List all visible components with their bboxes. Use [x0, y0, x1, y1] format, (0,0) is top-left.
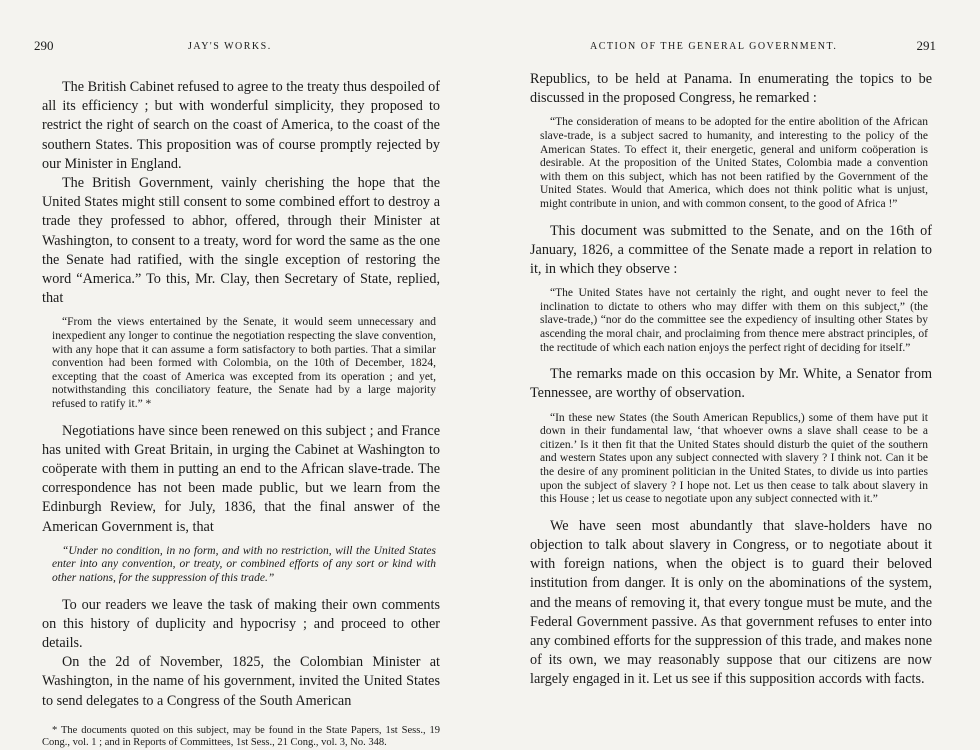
page-number: 291 [916, 38, 936, 53]
paragraph: We have seen most abundantly that slave-holders have no objection to talk about slavery in Congress, or to negotiate about it with foreign nations, when the object is to guard their beloved institution from danger. It is only on the abominations of the system, and the means of removing it, that every tongue must be mute, and the Federal Government passive. As that government refuses to enter into any combined efforts for the suppression of this trade, and makes none of its own, we may reasonably suppose that our citizens are now largely engaged in it. Let us see if this supposition accords with facts. [530, 517, 932, 688]
paragraph: The remarks made on this occasion by Mr. White, a Senator from Tennessee, are worthy of observation. [530, 366, 932, 402]
footnote: * The documents quoted on this subject, may be found in the State Papers, 1st Sess., 19 Cong., vol. 1 ; and in Reports of Committees, 1st Sess., 21 Cong., vol. 3, No. 348. [42, 724, 440, 749]
paragraph: Negotiations have since been renewed on this subject ; and France has united with Great Britain, in urging the Cabinet at Washington to coöperate with them in putting an end to the African slave-trade. The correspondence has not been made public, but we learn from the Edinburgh Review, for July, 1836, that the final answer of the American Government is, that [42, 422, 440, 535]
paragraph: On the 2d of November, 1825, the Colombian Minister at Washington, in the name of his government, invited the United States to send delegates to a Congress of the South American [42, 654, 440, 709]
paragraph: Republics, to be held at Panama. In enumerating the topics to be discussed in the proposed Congress, he remarked : [530, 71, 932, 107]
block-quote: “The United States have not certainly the right, and ought never to feel the inclination to dictate to others who may differ with them on this subject,” (the slave-trade,) “nor do the committee see the expediency of insulting other States by ascending the moral chair, and proclaiming from thence mere abstract principles, of the rectitude of which each nation enjoys the perfect right of deciding for itself.” [540, 287, 928, 354]
page-header [490, 38, 980, 56]
paragraph: To our readers we leave the task of making their own comments on this history of duplicity and hypocrisy ; and proceed to other details. [42, 596, 440, 651]
block-quote: “Under no condition, in no form, and with no restriction, will the United States enter into any convention, or treaty, or combined efforts of any sort or kind with other nations, for the suppression of this trade.” [52, 544, 436, 584]
paragraph: This document was submitted to the Senate, and on the 16th of January, 1826, a committee of the Senate made a report in relation to it, in which they observe : [530, 222, 932, 277]
right-page-body [530, 70, 932, 690]
page-header [0, 38, 490, 56]
paragraph: The British Cabinet refused to agree to the treaty thus despoiled of all its efficiency ; but with wonderful simplicity, they proposed to restrict the right of search on the coast of America, to the coast of the southern States. This proposition was of course promptly rejected by our Minister in England. [42, 79, 440, 172]
block-quote: “From the views entertained by the Senate, it would seem unnecessary and inexpedient any longer to continue the negotiation respecting the slave convention, with any hope that it can assume a form satisfactory to both parties. That a similar convention had been formed with Colombia, on the 10th of December, 1824, excepting that the coast of America was excepted from its operation ; and yet, notwithstanding this conciliatory feature, the Senate had by a large majority refused to ratify it.” * [52, 316, 436, 410]
block-quote: “In these new States (the South American Republics,) some of them have put it down in their fundamental law, ‘that whoever owns a slave shall cease to be a citizen.’ Is it then fit that the United States should disturb the quiet of the southern and western States upon any subject connected with slavery ? I think not. Can it be the desire of any prominent politician in the United States, to divide us into parties upon the subject of slavery ? I hope not. Let us then cease to talk about slavery in this House ; let us cease to negotiate upon any subject connected with it.” [540, 411, 928, 506]
right-page [490, 0, 980, 709]
running-head: JAY'S WORKS. [188, 41, 272, 52]
page-number: 290 [34, 38, 54, 53]
paragraph: The British Government, vainly cherishing the hope that the United States might still consent to some combined effort to destroy a trade they professed to abhor, offered, through their Minister at Washington, to consent to a treaty, word for word the same as the one the Senate had ratified, with the single exception of restoring the word “America.” To this, Mr. Clay, then Secretary of State, replied, that [42, 175, 440, 307]
left-page [0, 0, 490, 749]
block-quote: “The consideration of means to be adopted for the entire abolition of the African slave-trade, is a subject sacred to humanity, and interesting to the policy of the American States. To effect it, their energetic, general and uniform coöperation is desirable. At the proposition of the United States, Colombia made a convention with them on this subject, which has not been ratified by the Government of the United States. Would that America, which does not think politic what is unjust, might contribute in union, and with common consent, to the good of Africa !” [540, 116, 928, 210]
running-head: ACTION OF THE GENERAL GOVERNMENT. [590, 41, 838, 52]
left-page-body [42, 78, 440, 750]
